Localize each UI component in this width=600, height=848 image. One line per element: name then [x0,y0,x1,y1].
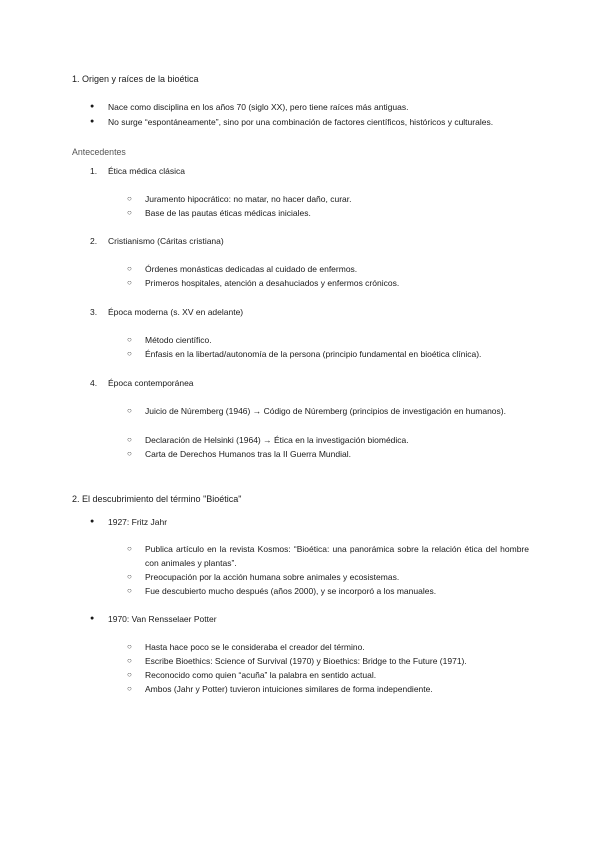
item-title: Ética médica clásica [108,166,186,176]
circle-bullet-icon: ○ [127,449,132,458]
sub-list-item [127,682,527,696]
bullet-icon: ● [90,103,95,110]
sub-list-item [127,276,527,290]
sub-list-item [127,347,537,361]
circle-bullet-icon: ○ [127,406,132,415]
sub-item-text: Escribe Bioethics: Science of Survival (1970) y Bioethics: Bridge to the Future (1971). [145,656,467,666]
sub-item-text: Juramento hipocrático: no matar, no hacer daño, curar. [145,194,352,204]
sub-list-item [127,668,527,682]
sub-item-text: Hasta hace poco se le consideraba el creador del término. [145,642,365,652]
numbered-item [90,305,510,319]
circle-bullet-icon: ○ [127,435,132,444]
circle-bullet-icon: ○ [127,349,132,358]
bullet-icon: ● [90,615,95,622]
item-title: Época contemporánea [108,378,194,388]
circle-bullet-icon: ○ [127,208,132,217]
numbered-item [90,234,510,248]
circle-bullet-icon: ○ [127,278,132,287]
item-number: 2. [90,236,98,246]
item-title: 1970: Van Rensselaer Potter [108,614,217,624]
item-title: Cristianismo (Cáritas cristiana) [108,236,224,246]
circle-bullet-icon: ○ [127,586,132,595]
bullet-text: No surge “espontáneamente”, sino por una combinación de factores científicos, históricos y culturales. [108,117,494,127]
sub-list-item [127,570,527,584]
item-number: 3. [90,307,98,317]
sub-item-text: Base de las pautas éticas médicas iniciales. [145,208,311,218]
numbered-item [90,376,510,390]
sub-item-text: Juicio de Núremberg (1946) → Código de Núremberg (principios de investigación en humanos). [145,406,506,416]
numbered-item [90,164,510,178]
sub-item-text: Énfasis en la libertad/autonomía de la persona (principio fundamental en bioética clínica). [145,349,482,359]
item-title: Época moderna (s. XV en adelante) [108,307,244,317]
sub-list-item [127,262,527,276]
sub-item-text: Fue descubierto mucho después (años 2000), y se incorporó a los manuales. [145,586,437,596]
sub-list-item [127,542,529,570]
sub-item-text: Publica artículo en la revista Kosmos: “Bioética: una panorámica sobre la relación ética del hombre con animales y plantas”. [145,544,529,568]
section-2-title: 2. El descubrimiento del término "Bioética" [72,494,242,504]
sub-item-text: Órdenes monásticas dedicadas al cuidado de enfermos. [145,264,358,274]
sub-list-item [127,404,527,418]
sub-list-item [127,433,527,447]
sub-item-text: Reconocido como quien “acuña” la palabra en sentido actual. [145,670,377,680]
sub-list-item [127,333,527,347]
sub-list-item [127,206,527,220]
section-1-title: 1. Origen y raíces de la bioética [72,74,199,84]
sub-item-text: Carta de Derechos Humanos tras la II Guerra Mundial. [145,449,351,459]
sub-list-item [127,447,527,461]
sub-list-item [127,640,527,654]
sub-item-text: Ambos (Jahr y Potter) tuvieron intuiciones similares de forma independiente. [145,684,433,694]
sub-item-text: Primeros hospitales, atención a desahuciados y enfermos crónicos. [145,278,400,288]
list-item [90,100,530,114]
sub-list-item [127,192,527,206]
circle-bullet-icon: ○ [127,335,132,344]
sub-item-text: Declaración de Helsinki (1964) → Ética en la investigación biomédica. [145,435,409,445]
circle-bullet-icon: ○ [127,264,132,273]
circle-bullet-icon: ○ [127,544,132,553]
bullet-icon: ● [90,118,95,125]
bullet-text: Nace como disciplina en los años 70 (siglo XX), pero tiene raíces más antiguas. [108,102,409,112]
circle-bullet-icon: ○ [127,572,132,581]
sub-list-item [127,654,537,668]
item-number: 4. [90,378,98,388]
item-number: 1. [90,166,98,176]
antecedentes-heading: Antecedentes [72,147,126,157]
circle-bullet-icon: ○ [127,656,132,665]
circle-bullet-icon: ○ [127,670,132,679]
sub-item-text: Método científico. [145,335,212,345]
sub-list-item [127,584,527,598]
circle-bullet-icon: ○ [127,642,132,651]
list-item [90,115,540,129]
list-item [90,515,510,529]
circle-bullet-icon: ○ [127,684,132,693]
bullet-icon: ● [90,518,95,525]
circle-bullet-icon: ○ [127,194,132,203]
item-title: 1927: Fritz Jahr [108,517,168,527]
sub-item-text: Preocupación por la acción humana sobre animales y ecosistemas. [145,572,400,582]
list-item [90,612,510,626]
